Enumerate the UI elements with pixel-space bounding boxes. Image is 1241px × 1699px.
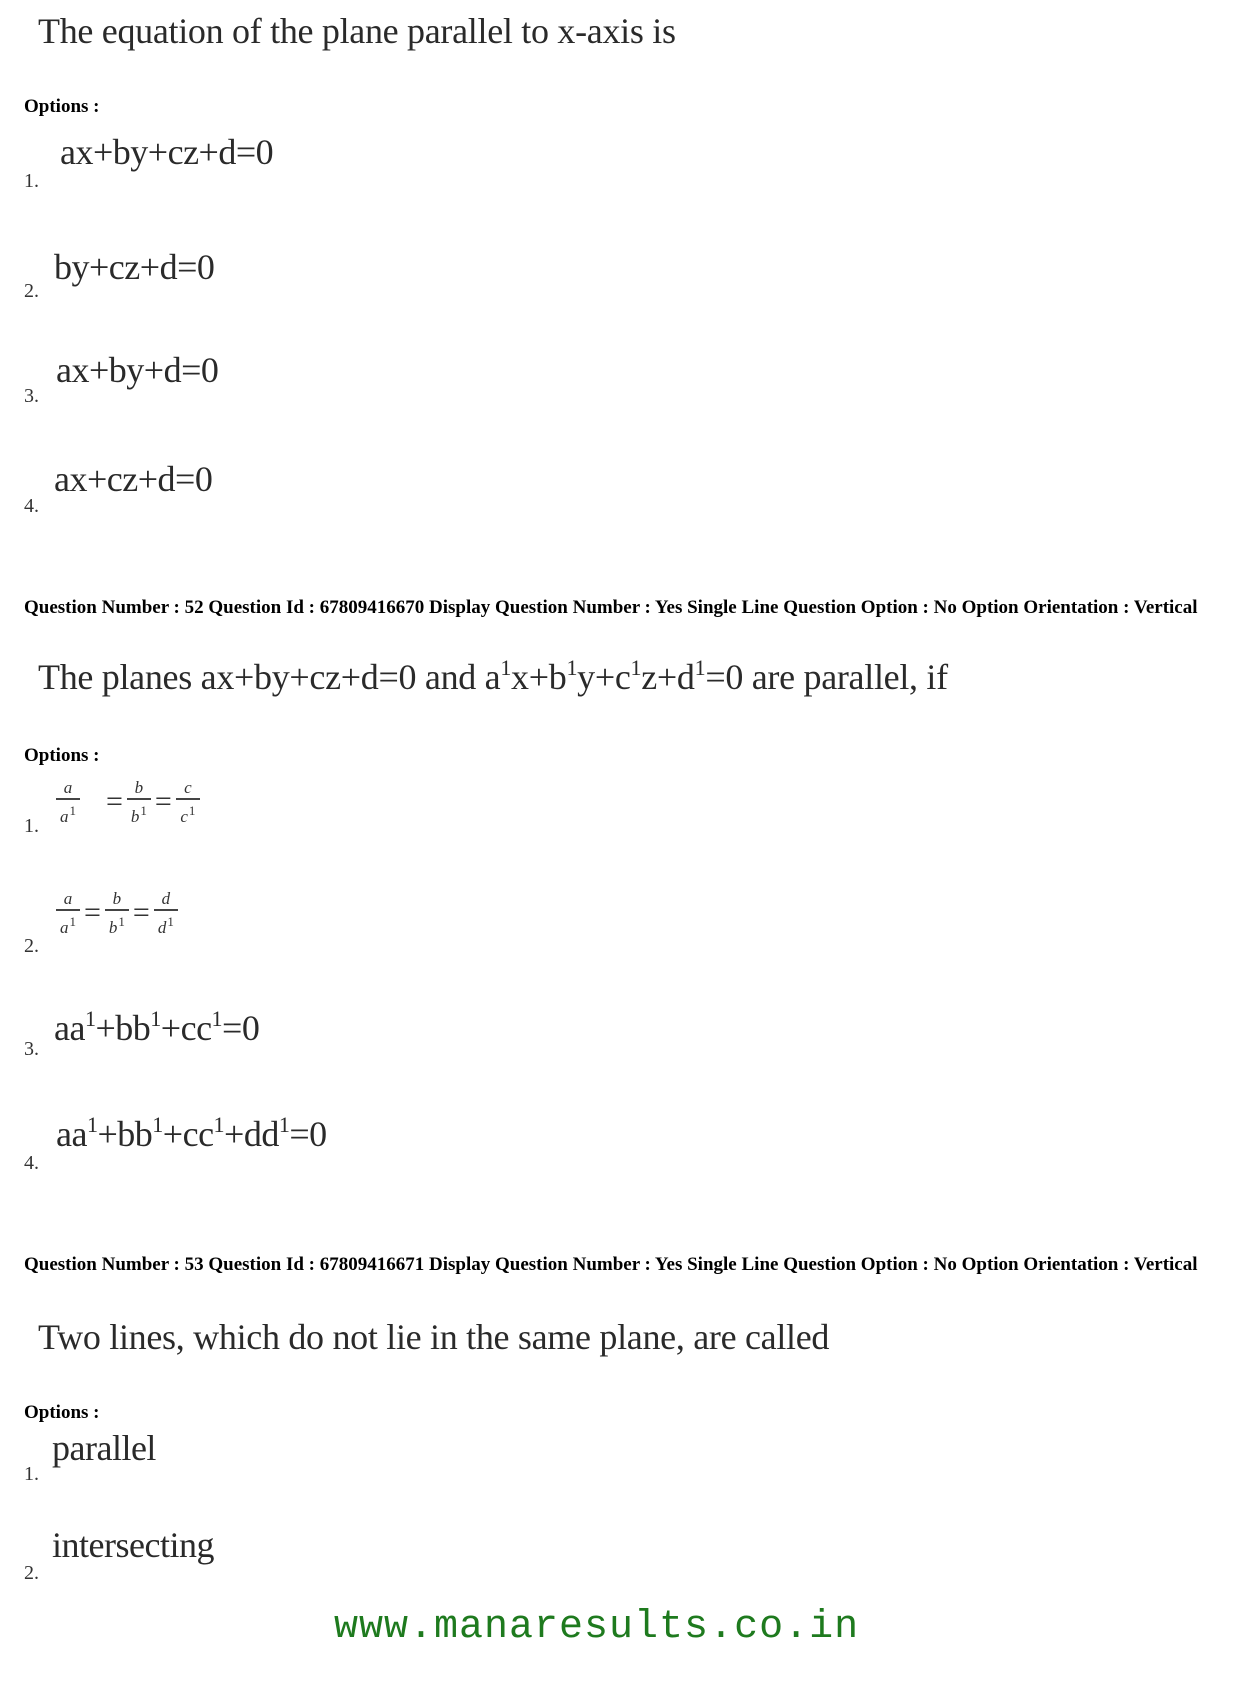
option-number: 1. <box>24 815 39 837</box>
option-text: $aa^1+bb^1+cc^1=0$ <box>54 1006 260 1048</box>
fraction: $\frac{c}{c^1}$ <box>176 778 200 826</box>
options-label-52: Options : <box>24 745 100 766</box>
question-51-text: The equation of the plane parallel to x-axis is <box>38 11 676 51</box>
option-number: 1. <box>24 1463 39 1485</box>
option-text: ax+by+cz+d=0 <box>60 132 274 172</box>
option-number: 1. <box>24 170 39 192</box>
option-fraction-equation: $\frac{a}{a^1}$ = $\frac{b}{b^1}$ = $\frac{d}{d^1}$ <box>56 889 178 937</box>
options-label-53: Options : <box>24 1402 100 1423</box>
option-fraction-equation: $\frac{a}{a^1}$ = $\frac{b}{b^1}$ = $\frac{c}{c^1}$ <box>56 778 200 826</box>
option-number: 3. <box>24 385 39 407</box>
question-52-meta: Question Number : 52 Question Id : 67809416670 Display Question Number : Yes Single Line Question Option : No Option Orientation : Vertical <box>24 597 1198 618</box>
option-number: 3. <box>24 1038 39 1060</box>
fraction: $\frac{b}{b^1}$ <box>127 778 151 826</box>
option-text: ax+by+d=0 <box>56 350 219 390</box>
option-number: 4. <box>24 1152 39 1174</box>
question-53-meta: Question Number : 53 Question Id : 67809416671 Display Question Number : Yes Single Line Question Option : No Option Orientation : Vertical <box>24 1254 1198 1275</box>
footer-watermark: www.manaresults.co.in <box>334 1605 860 1650</box>
option-text: ax+cz+d=0 <box>54 459 213 499</box>
option-text: parallel <box>52 1428 156 1468</box>
option-text: intersecting <box>52 1525 214 1565</box>
option-number: 2. <box>24 935 39 957</box>
option-number: 4. <box>24 495 39 517</box>
option-number: 2. <box>24 280 39 302</box>
option-text: by+cz+d=0 <box>54 247 215 287</box>
fraction: $\frac{a}{a^1}$ <box>56 889 80 937</box>
options-label-51: Options : <box>24 96 100 117</box>
option-number: 2. <box>24 1562 39 1584</box>
option-text: $aa^1+bb^1+cc^1+dd^1=0$ <box>56 1112 327 1154</box>
question-53-text: Two lines, which do not lie in the same plane, are called <box>38 1317 830 1357</box>
fraction: $\frac{d}{d^1}$ <box>154 889 178 937</box>
fraction: $\frac{a}{a^1}$ <box>56 778 80 826</box>
fraction: $\frac{b}{b^1}$ <box>105 889 129 937</box>
question-52-text: The planes ax+by+cz+d=0 and $a^1x+b^1y+c^1z+d^1=0$ are parallel, if <box>38 655 948 697</box>
